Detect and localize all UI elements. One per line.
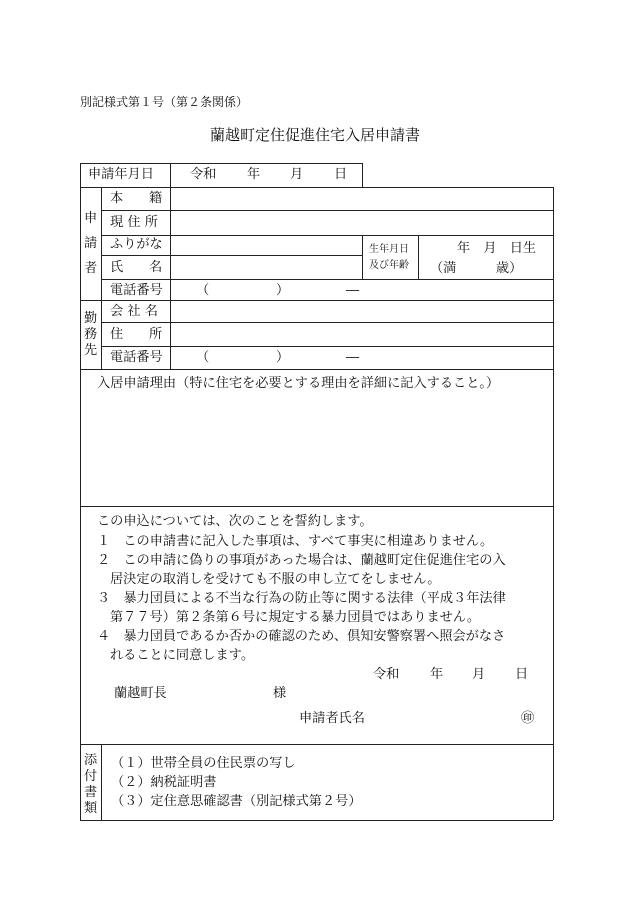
workplace-phone-dash: ―: [346, 350, 360, 365]
application-date-day: 日: [334, 167, 348, 182]
workplace-phone-close: ）: [276, 350, 290, 365]
company-name-field[interactable]: [171, 301, 552, 321]
workplace-address-label-1: 住: [110, 327, 124, 342]
pledge-item: １ この申請書に記入した事項は、すべて事実に相違ありません。: [97, 534, 494, 549]
pledge-date-day: 日: [515, 667, 529, 682]
pledge-item: ３ 暴力団員による不当な行為の防止等に関する法律（平成３年法律: [97, 591, 506, 606]
addressee: 蘭越町長: [114, 686, 167, 701]
furigana-field[interactable]: [171, 236, 361, 254]
workplace-address-field[interactable]: [171, 323, 552, 345]
applicant-phone-close: ）: [276, 283, 290, 298]
application-date-month: 月: [290, 167, 304, 182]
application-date-label: 申請年月日: [88, 167, 154, 182]
pledge-item-cont: 居決定の取消しを受けても不服の申し立てをしません。: [110, 572, 441, 587]
name-field[interactable]: [171, 256, 361, 278]
workplace-phone-label: 電話番号: [110, 350, 163, 365]
current-address-field[interactable]: [171, 211, 552, 234]
name-label-1: 氏: [110, 260, 124, 275]
birth-label-1: 生年月日: [369, 244, 409, 255]
workplace-address-label-2: 所: [149, 327, 163, 342]
attachment-item: （３）定住意思確認書（別記様式第２号）: [111, 794, 362, 809]
birth-date-value[interactable]: 年 月 日生: [457, 241, 537, 256]
pledge-intro: この申込については、次のことを誓約します。: [97, 514, 373, 529]
attachment-item: （１）世帯全員の住民票の写し: [111, 756, 296, 771]
workplace-phone-field[interactable]: [171, 347, 552, 368]
pledge-date-era: 令和: [373, 667, 400, 682]
pledge-date-year: 年: [430, 667, 444, 682]
applicant-signature-field[interactable]: [370, 708, 515, 728]
workplace-phone-open: （: [196, 350, 210, 365]
seal-mark: ㊞: [521, 711, 535, 726]
applicant-phone-label: 電話番号: [110, 283, 163, 298]
reason-field[interactable]: [85, 398, 548, 502]
age-value[interactable]: （満 歳）: [430, 261, 523, 276]
attachment-item: （２）納税証明書: [111, 775, 217, 790]
pledge-item: ４ 暴力団員であるか否かの確認のため、倶知安警察署へ照会がなさ: [97, 629, 506, 644]
name-label-2: 名: [149, 260, 163, 275]
addressee-honorific: 様: [273, 686, 287, 701]
applicant-phone-dash: ―: [346, 283, 360, 298]
reason-label: 入居申請理由（特に住宅を必要とする理由を詳細に記入すること。）: [97, 376, 500, 391]
pledge-date-month: 月: [472, 667, 486, 682]
pledge-item: ２ この申請に偽りの事項があった場合は、蘭越町定住促進住宅の入: [97, 553, 506, 568]
pledge-item-cont: 第７７号）第２条第６号に規定する暴力団員ではありません。: [110, 610, 481, 625]
pledge-item-cont: れることに同意します。: [110, 648, 255, 663]
application-date-era: 令和: [190, 167, 217, 182]
applicant-signature-label: 申請者氏名: [299, 711, 365, 726]
honseki-label-1: 本: [110, 191, 124, 206]
honseki-field[interactable]: [171, 188, 552, 209]
applicant-phone-open: （: [196, 283, 210, 298]
form-reference: 別記様式第１号（第２条関係）: [80, 95, 249, 109]
applicant-phone-field[interactable]: [171, 280, 552, 299]
honseki-label-2: 籍: [149, 191, 163, 206]
company-name-label: 会 社 名: [110, 304, 158, 319]
furigana-label: ふりがな: [110, 237, 163, 252]
document-title: 蘭越町定住促進住宅入居申請書: [209, 126, 420, 144]
application-date-year: 年: [247, 167, 261, 182]
current-address-label: 現 住 所: [110, 215, 158, 230]
birth-label-2: 及び年齢: [369, 260, 409, 271]
